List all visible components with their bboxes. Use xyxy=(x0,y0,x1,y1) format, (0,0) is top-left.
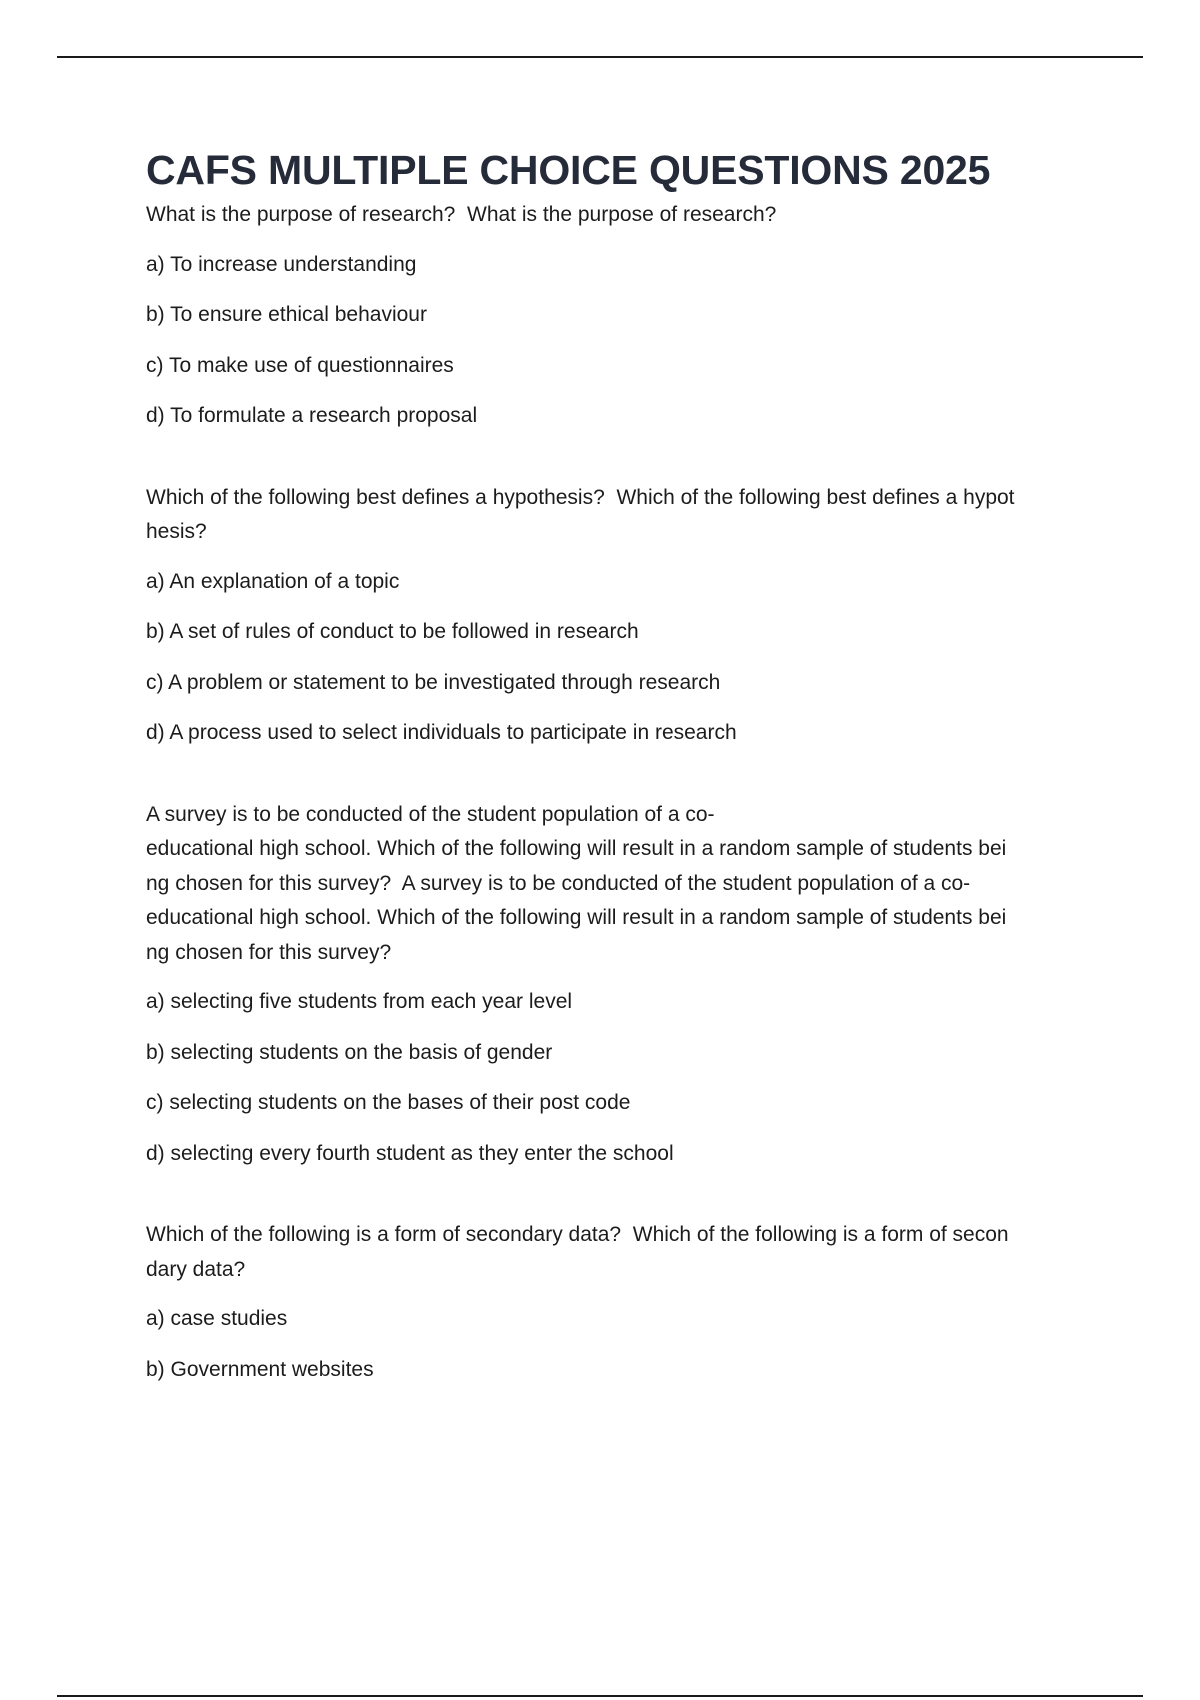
question-text: A survey is to be conducted of the student population of a co- educational high school. Which of the following will result in a random sample of students bei ng chosen for this survey? A survey is to be conducted of the student population of a co- educational high school. Which of the following will result in a random sample of students bei ng chosen for this survey? xyxy=(146,802,1007,964)
option-d: d) selecting every fourth student as they enter the school xyxy=(146,1141,674,1165)
option-b: b) selecting students on the basis of gender xyxy=(146,1040,553,1064)
question-text: Which of the following is a form of secondary data? Which of the following is a form of secon dary data? xyxy=(146,1223,1009,1281)
option-a: a) To increase understanding xyxy=(146,252,417,276)
question-4 xyxy=(146,1218,1092,1387)
document-body xyxy=(146,142,1092,1403)
option-c: c) A problem or statement to be investigated through research xyxy=(146,670,721,694)
bottom-divider xyxy=(57,1695,1143,1697)
document-title: CAFS MULTIPLE CHOICE QUESTIONS 2025 xyxy=(146,147,991,193)
top-divider xyxy=(57,56,1143,58)
option-a: a) selecting five students from each year level xyxy=(146,990,573,1013)
option-a: a) case studies xyxy=(146,1307,288,1330)
question-2 xyxy=(146,481,1092,751)
option-d: d) To formulate a research proposal xyxy=(146,404,478,427)
option-c: c) To make use of questionnaires xyxy=(146,353,454,377)
option-b: b) A set of rules of conduct to be followed in research xyxy=(146,620,639,643)
option-b: b) To ensure ethical behaviour xyxy=(146,303,427,326)
option-a: a) An explanation of a topic xyxy=(146,569,400,593)
question-3 xyxy=(146,798,1092,1172)
question-1 xyxy=(146,198,1092,434)
option-c: c) selecting students on the bases of their post code xyxy=(146,1091,631,1114)
question-text: What is the purpose of research? What is the purpose of research? xyxy=(146,203,777,226)
question-text: Which of the following best defines a hypothesis? Which of the following best defines a hypot hesis? xyxy=(146,485,1015,543)
option-d: d) A process used to select individuals to participate in research xyxy=(146,721,737,744)
option-b: b) Government websites xyxy=(146,1357,374,1381)
